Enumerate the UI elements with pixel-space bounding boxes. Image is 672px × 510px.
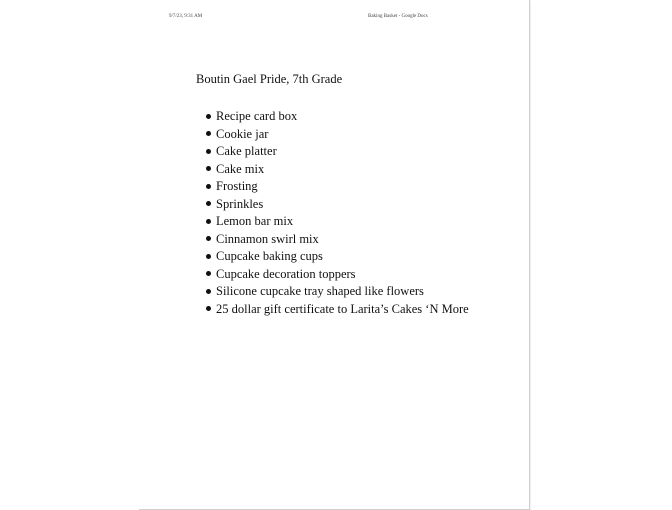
list-item (206, 283, 469, 301)
bullet-icon (206, 236, 211, 241)
list-item-text: 25 dollar gift certificate to Larita’s Cakes ‘N More (216, 301, 469, 316)
list-item (206, 126, 469, 144)
print-doc-title: Baking Basket - Google Docs (368, 14, 428, 19)
bullet-icon (206, 271, 211, 276)
print-header (169, 14, 529, 22)
bullet-icon (206, 219, 211, 224)
bullet-icon (206, 114, 211, 119)
list-item (206, 178, 469, 196)
bullet-icon (206, 254, 211, 259)
list-item (206, 248, 469, 266)
bullet-icon (206, 166, 211, 171)
list-item-text: Sprinkles (216, 196, 264, 211)
list-item-text: Cake mix (216, 161, 265, 176)
document-page (139, 0, 530, 510)
list-item (206, 231, 469, 249)
list-item-text: Lemon bar mix (216, 214, 294, 228)
list-item-text: Cinnamon swirl mix (216, 231, 319, 246)
list-item-text: Cupcake decoration toppers (216, 266, 356, 281)
bullet-icon (206, 201, 211, 206)
bullet-icon (206, 306, 211, 311)
list-item-text: Cupcake baking cups (216, 249, 323, 263)
list-item-text: Recipe card box (216, 109, 298, 123)
bullet-icon (206, 289, 211, 294)
list-item-text: Silicone cupcake tray shaped like flowers (216, 284, 424, 298)
bullet-icon (206, 184, 211, 189)
list-item-text: Frosting (216, 179, 258, 193)
print-date: 9/7/23, 9:31 AM (169, 14, 203, 19)
basket-item-list (206, 108, 469, 318)
list-item (206, 196, 469, 214)
list-item (206, 301, 469, 319)
list-item (206, 266, 469, 284)
bullet-icon (206, 131, 211, 136)
document-heading: Boutin Gael Pride, 7th Grade (196, 72, 343, 86)
list-item-text: Cookie jar (216, 126, 269, 141)
list-item (206, 143, 469, 161)
list-item (206, 161, 469, 179)
list-item (206, 108, 469, 126)
list-item-text: Cake platter (216, 144, 277, 158)
bullet-icon (206, 149, 211, 154)
list-item (206, 213, 469, 231)
